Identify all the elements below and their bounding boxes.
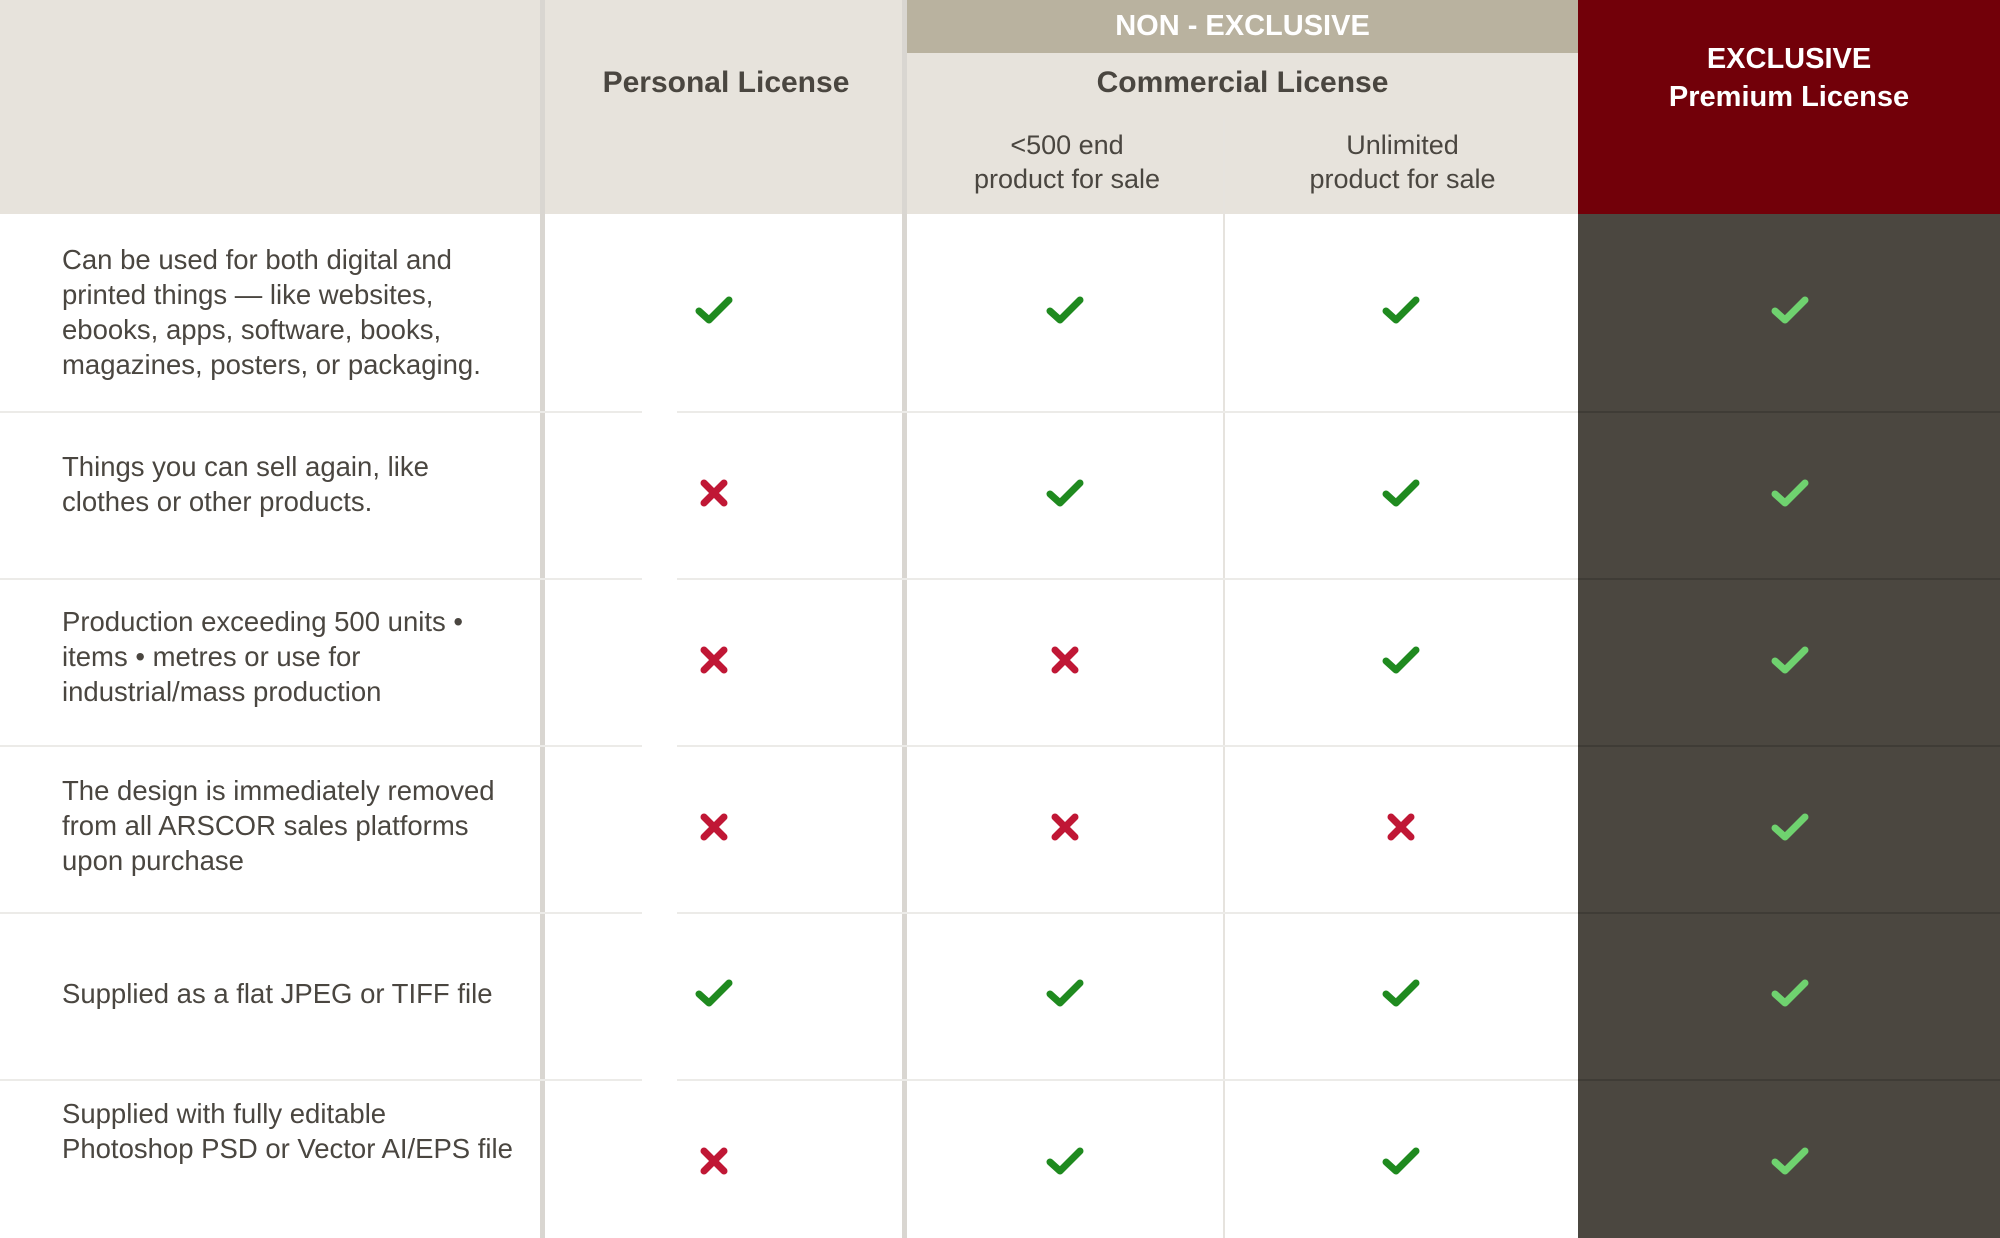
exclusive-header xyxy=(1578,0,2000,214)
commercial-license-title: Commercial License xyxy=(1096,66,1389,99)
check-icon xyxy=(1043,971,1087,1015)
check-icon xyxy=(1768,1139,1812,1183)
row-separator xyxy=(1578,1079,2000,1081)
row-separator xyxy=(1578,912,2000,914)
check-icon xyxy=(1043,288,1087,332)
row-separator xyxy=(677,912,1578,914)
column-divider xyxy=(902,0,907,1238)
cross-icon xyxy=(1043,805,1087,849)
commercial-sub-500 xyxy=(907,128,1227,196)
feature-text: Supplied with fully editable Photoshop PSD or Vector AI/EPS file xyxy=(62,1098,513,1164)
personal-license-title: Personal License xyxy=(602,66,850,99)
check-icon xyxy=(692,288,736,332)
row-separator xyxy=(1578,578,2000,580)
cross-icon xyxy=(692,471,736,515)
row-separator xyxy=(677,1079,1578,1081)
subcolumn-divider xyxy=(1223,118,1225,1238)
row-separator xyxy=(1578,745,2000,747)
row-separator xyxy=(0,411,642,413)
sub-500-text: <500 end product for sale xyxy=(973,130,1161,194)
cross-icon xyxy=(1379,805,1423,849)
check-icon xyxy=(1379,971,1423,1015)
check-icon xyxy=(1768,638,1812,682)
check-icon xyxy=(1379,1139,1423,1183)
sub-unlimited-text: Unlimited product for sale xyxy=(1309,130,1496,194)
check-icon xyxy=(1043,471,1087,515)
feature-text: Can be used for both digital and printed things — like websites, ebooks, apps, software, books, magazines, posters, or packaging. xyxy=(62,244,481,380)
check-icon xyxy=(1043,1139,1087,1183)
check-icon xyxy=(1768,971,1812,1015)
row-separator xyxy=(677,745,1578,747)
cross-icon xyxy=(692,638,736,682)
row-separator xyxy=(0,578,642,580)
row-separator xyxy=(677,578,1578,580)
cross-icon xyxy=(692,1139,736,1183)
row-separator xyxy=(0,912,642,914)
exclusive-label: EXCLUSIVE xyxy=(1706,43,1872,75)
check-icon xyxy=(1768,471,1812,515)
check-icon xyxy=(1768,805,1812,849)
commercial-sub-unlimited xyxy=(1227,128,1578,196)
column-divider xyxy=(540,0,545,1238)
non-exclusive-band xyxy=(907,0,1578,53)
feature-text: Supplied as a flat JPEG or TIFF file xyxy=(62,978,493,1009)
cross-icon xyxy=(692,805,736,849)
cross-icon xyxy=(1043,638,1087,682)
check-icon xyxy=(1379,638,1423,682)
check-icon xyxy=(1379,471,1423,515)
row-separator xyxy=(0,745,642,747)
check-icon xyxy=(1379,288,1423,332)
exclusive-column xyxy=(1578,214,2000,1238)
premium-license-label: Premium License xyxy=(1668,81,1910,113)
check-icon xyxy=(692,971,736,1015)
check-icon xyxy=(1768,288,1812,332)
feature-text: Production exceeding 500 units • items • metres or use for industrial/mass production xyxy=(62,606,464,707)
row-separator xyxy=(677,411,1578,413)
row-separator xyxy=(1578,411,2000,413)
row-separator xyxy=(0,1079,642,1081)
feature-text: Things you can sell again, like clothes or other products. xyxy=(62,451,429,517)
feature-text: The design is immediately removed from all ARSCOR sales platforms upon purchase xyxy=(62,775,495,876)
non-exclusive-label: NON - EXCLUSIVE xyxy=(1115,10,1370,42)
